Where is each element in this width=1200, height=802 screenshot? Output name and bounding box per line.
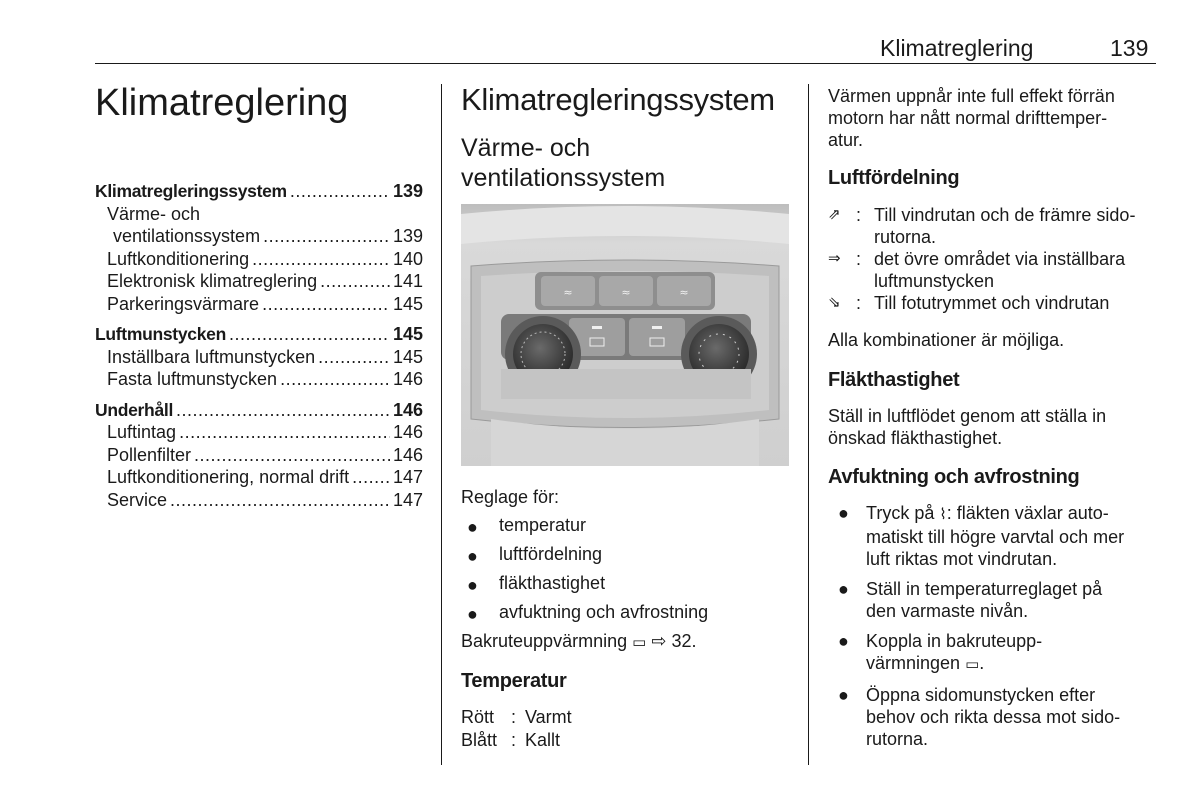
- toc-entry-line[interactable]: Värme- och: [107, 203, 201, 224]
- toc-entry[interactable]: Luftintag ..... 146: [95, 421, 423, 444]
- running-header-title: Klimatreglering: [880, 35, 1034, 61]
- list-item: ● luftfördelning: [467, 544, 603, 566]
- footwell-vent-icon: ⇘: [828, 294, 841, 311]
- column-divider-right: [808, 84, 809, 765]
- section-heading: Klimatregleringssystem: [461, 82, 775, 117]
- subsection-heading: Värme- och ventilationssystem: [461, 134, 666, 192]
- svg-text:≈: ≈: [621, 286, 631, 299]
- toc-entry[interactable]: ventilationssystem ..... 139: [95, 225, 423, 248]
- toc-entry[interactable]: Luftmunstycken ..... 145: [95, 323, 423, 346]
- defog-heading: Avfuktning och avfrostning: [828, 466, 1080, 488]
- windscreen-vent-icon: ⇗: [828, 206, 841, 223]
- toc-entry[interactable]: Fasta luftmunstycken ..... 146: [95, 368, 423, 391]
- toc-entry[interactable]: Luftkonditionering ..... 140: [95, 248, 423, 271]
- column-divider-left: [441, 84, 442, 765]
- page-reference-link[interactable]: 32.: [671, 631, 697, 651]
- temperature-table: Rött : Varmt Blått : Kallt: [461, 707, 572, 750]
- defog-list: [828, 502, 1158, 758]
- climate-control-panel-photo: [461, 204, 789, 466]
- toc-entry[interactable]: Underhåll ..... 146: [95, 399, 423, 422]
- combinations-text: Alla kombinationer är möjliga.: [828, 330, 1065, 350]
- table-of-contents: [95, 180, 423, 511]
- distribution-heading: Luftfördelning: [828, 167, 960, 189]
- fan-speed-heading: Fläkthastighet: [828, 369, 960, 391]
- list-item: ● fläkthastighet: [467, 573, 606, 595]
- chapter-title: Klimatreglering: [95, 82, 349, 124]
- list-item: ● Koppla in bakruteupp- värmningen ▭.: [838, 631, 1043, 673]
- page-number: 139: [1110, 35, 1149, 61]
- list-item: ● temperatur: [467, 515, 587, 537]
- toc-entry[interactable]: Klimatregleringssystem ..... 139: [95, 180, 423, 203]
- toc-entry[interactable]: Inställbara luftmunstycken ..... 145: [95, 346, 423, 369]
- svg-text:≈: ≈: [679, 286, 689, 299]
- windscreen-defrost-icon: ⌇: [939, 506, 947, 523]
- rear-window-heating-icon: ▭: [965, 656, 980, 673]
- rear-defrost-line: Bakruteuppvärmning ▭ ⇨ 32.: [461, 631, 697, 651]
- temperature-heading: Temperatur: [461, 670, 567, 692]
- toc-entry[interactable]: Service ..... 147: [95, 489, 423, 512]
- distribution-list: ⇗ : Till vindrutan och de främre sido- rutorna. ⇒ : det övre området via inställbara luftmunstycken ⇘ : Till fotutrymmet och vindrutan: [828, 205, 1136, 313]
- upper-vent-icon: ⇒: [828, 250, 841, 267]
- rear-window-heating-icon: ▭: [632, 634, 647, 651]
- header-rule: [95, 63, 1156, 64]
- list-item: ● Öppna sidomunstycken efter behov och rikta dessa mot sido- rutorna.: [838, 685, 1121, 749]
- toc-entry[interactable]: Parkeringsvärmare ..... 145: [95, 293, 423, 316]
- fan-speed-paragraph: Ställ in luftflödet genom att ställa in önskad fläkthastighet.: [828, 406, 1107, 448]
- list-item: ● Tryck på ⌇: fläkten växlar auto- matiskt till högre varvtal och mer luft riktas mot vindrutan.: [838, 503, 1125, 569]
- toc-entry[interactable]: Luftkonditionering, normal drift ..... 147: [95, 466, 423, 489]
- controls-intro: Reglage för:: [461, 487, 560, 507]
- toc-entry[interactable]: Elektronisk klimatreglering ..... 141: [95, 270, 423, 293]
- list-item: ● avfuktning och avfrostning: [467, 602, 709, 624]
- svg-text:≈: ≈: [563, 286, 573, 299]
- controls-list: [461, 514, 791, 630]
- toc-entry[interactable]: Pollenfilter ..... 146: [95, 444, 423, 467]
- intro-paragraph: Värmen uppnår inte full effekt förrän motorn har nått normal drifttemper- atur.: [828, 86, 1115, 150]
- list-item: ● Ställ in temperaturreglaget på den varmaste nivån.: [838, 579, 1103, 621]
- reference-arrow-icon: ⇨: [651, 631, 667, 651]
